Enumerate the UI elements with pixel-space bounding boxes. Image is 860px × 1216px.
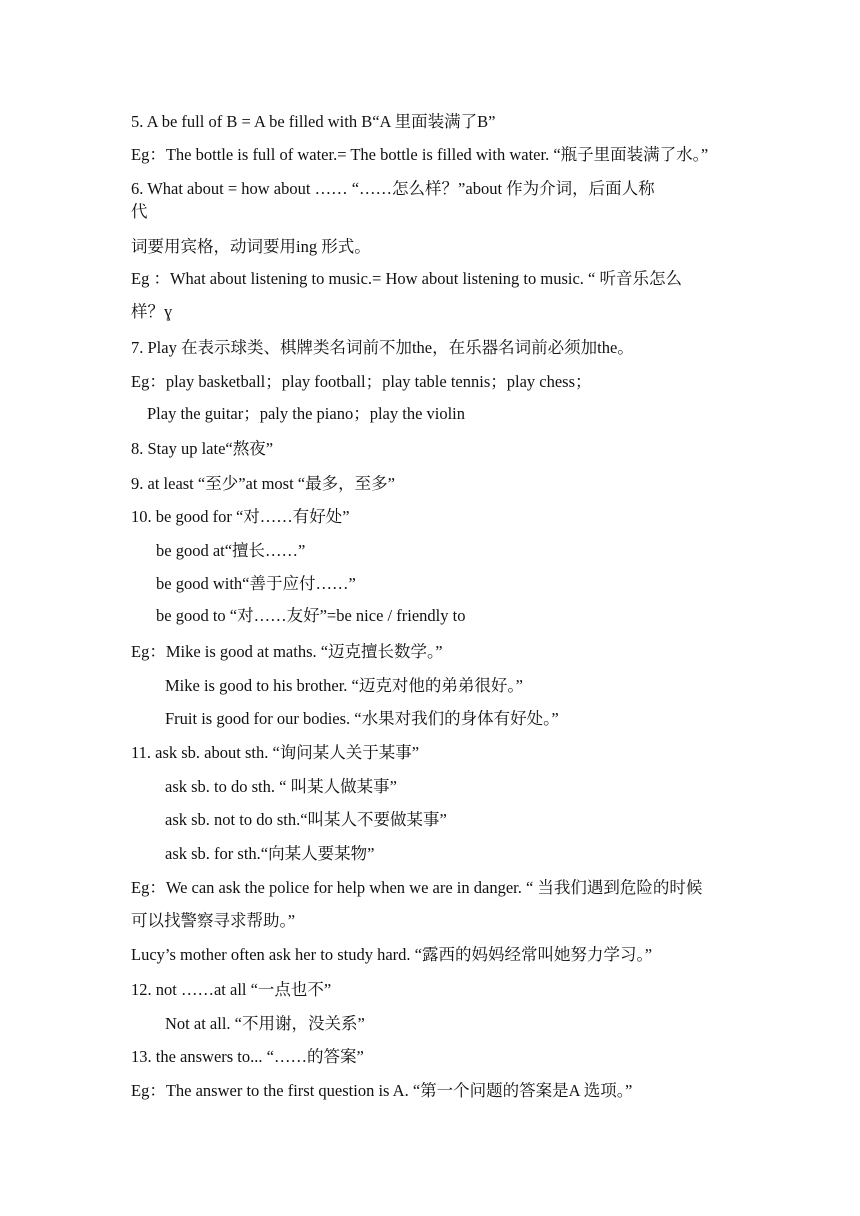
item-12-not-at-all: 12. not ……at all “一点也不”	[131, 980, 332, 999]
example-lucy-mother: Lucy’s mother often ask her to study hard. “露西的妈妈经常叫她努力学习。”	[131, 945, 653, 964]
example-play-instruments: Play the guitar；paly the piano；play the violin	[147, 404, 466, 423]
item-11-ask-for: ask sb. for sth.“向某人要某物”	[165, 844, 375, 863]
example-mike-brother: Mike is good to his brother. “迈克对他的弟弟很好。”	[165, 676, 523, 695]
example-fruit: Fruit is good for our bodies. “水果对我们的身体有好处。”	[165, 709, 559, 728]
item-5-be-full-of: 5. A be full of B = A be filled with B“A 里面装满了B”	[131, 112, 496, 131]
item-10-be-good-to: be good to “对……友好”=be nice / friendly to	[156, 606, 466, 625]
item-6-note: 词要用宾格，动词要用ing 形式。	[131, 237, 371, 256]
item-8-stay-up-late: 8. Stay up late“熬夜”	[131, 439, 274, 458]
item-11-ask-not-to-do: ask sb. not to do sth.“叫某人不要做某事”	[165, 810, 447, 829]
item-7-play: 7. Play 在表示球类、棋牌类名词前不加the，在乐器名词前必须加the。	[131, 338, 634, 357]
example-police-end: 可以找警察寻求帮助。”	[131, 911, 296, 930]
item-10-be-good-for: 10. be good for “对……有好处”	[131, 507, 350, 526]
example-mike-maths: Eg：Mike is good at maths. “迈克擅长数学。”	[131, 642, 443, 661]
example-bottle-water: Eg：The bottle is full of water.= The bottle is filled with water. “瓶子里面装满了水。”	[131, 145, 709, 164]
item-10-be-good-at: be good at“擅长……”	[156, 541, 306, 560]
item-10-be-good-with: be good with“善于应付……”	[156, 574, 356, 593]
item-6-continuation-char: 代	[131, 202, 148, 221]
example-first-question: Eg：The answer to the first question is A. “第一个问题的答案是A 选项。”	[131, 1081, 633, 1100]
example-play-sports: Eg：play basketball；play football；play table tennis；play chess；	[131, 372, 592, 391]
example-listening-music-end: 样？ɣ	[131, 302, 173, 321]
item-6-what-about: 6. What about = how about …… “……怎么样？”about 作为介词，后面人称	[131, 179, 655, 198]
item-12-not-at-all-reply: Not at all. “不用谢，没关系”	[165, 1014, 365, 1033]
example-listening-music: Eg ：What about listening to music.= How about listening to music. “ 听音乐怎么	[131, 269, 682, 288]
item-13-answers-to: 13. the answers to... “……的答案”	[131, 1047, 364, 1066]
item-9-at-least: 9. at least “至少”at most “最多，至多”	[131, 474, 395, 493]
example-police: Eg：We can ask the police for help when we are in danger. “ 当我们遇到危险的时候	[131, 878, 703, 897]
item-11-ask-about: 11. ask sb. about sth. “询问某人关于某事”	[131, 743, 420, 762]
item-11-ask-to-do: ask sb. to do sth. “ 叫某人做某事”	[165, 777, 397, 796]
